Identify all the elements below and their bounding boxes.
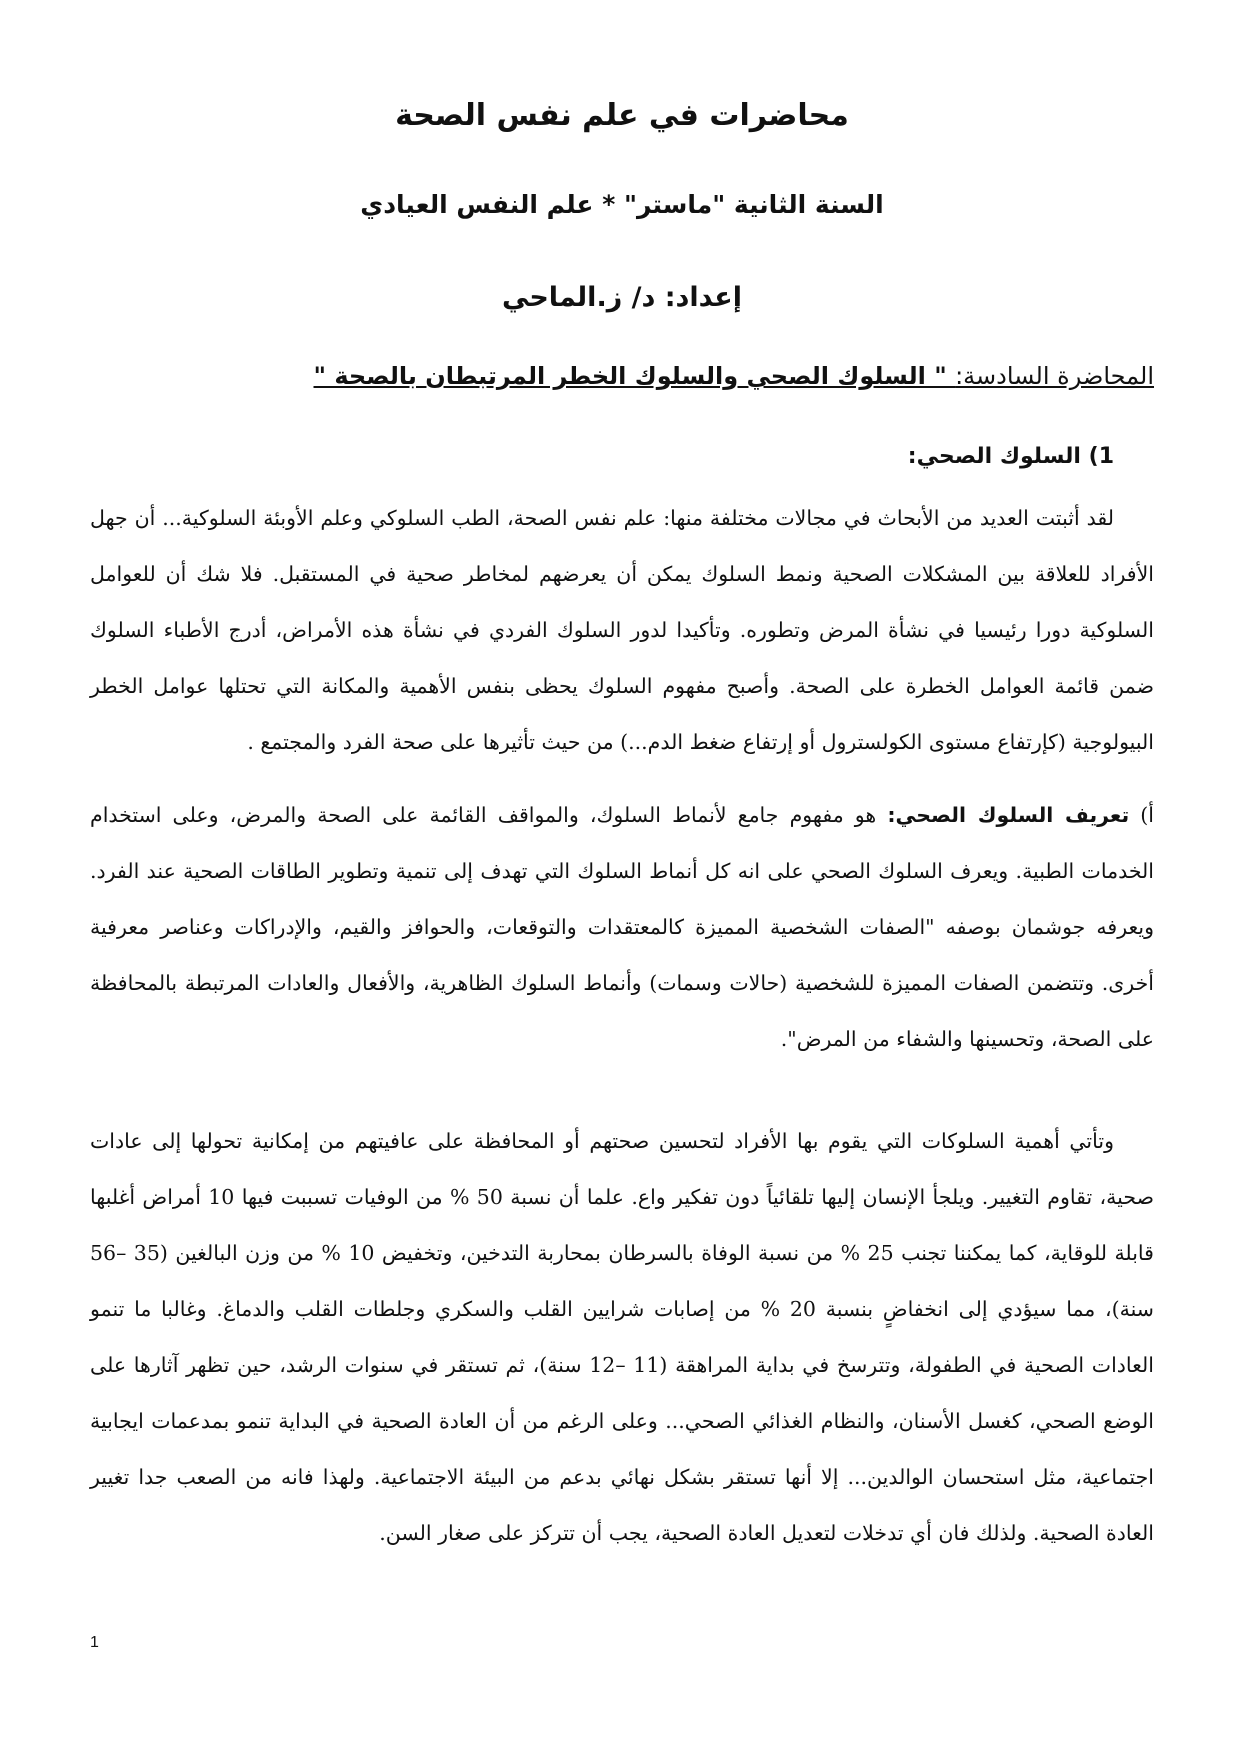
paragraph-3 — [90, 1113, 1154, 1561]
page-number: 1 — [90, 1634, 99, 1651]
paragraph-2 — [90, 787, 1154, 1067]
document-title: محاضرات في علم نفس الصحة — [395, 98, 849, 133]
document-author: إعداد: د/ ز.الماحي — [502, 282, 742, 313]
paragraph-2-prefix: أ) — [1129, 803, 1155, 827]
paragraph-1-text: لقد أثبتت العديد من الأبحاث في مجالات مختلفة منها: علم نفس الصحة، الطب السلوكي وعلم الأوبئة السلوكية... أن جهل الأفراد للعلاقة بين المشكلات الصحية ونمط السلوك يمكن أن يعرضهم لمخاطر صحية في المستقبل. فلا شك أن للعوامل السلوكية دورا رئيسيا في نشأة المرض وتطوره. وتأكيدا لدور السلوك الفردي في نشأة هذه الأمراض، أدرج الأطباء السلوك ضمن قائمة العوامل الخطرة على الصحة. وأصبح مفهوم السلوك يحظى بنفس الأهمية والمكانة التي تحتلها عوامل الخطر البيولوجية (كإرتفاع مستوى الكولسترول أو إرتفاع ضغط الدم...) من حيث تأثيرها على صحة الفرد والمجتمع . — [90, 506, 1154, 754]
paragraph-1 — [90, 490, 1154, 770]
section-1-heading: 1) السلوك الصحي: — [907, 444, 1114, 469]
definition-heading: تعريف السلوك الصحي: — [887, 803, 1130, 827]
paragraph-3-text: وتأتي أهمية السلوكات التي يقوم بها الأفراد لتحسين صحتهم أو المحافظة على عافيتهم من إمكانية تحولها إلى عادات صحية، تقاوم التغيير. ويلجأ الإنسان إليها تلقائياً دون تفكير واع. علما أن نسبة 50 % من الوفيات تسببت فيها 10 أمراض أغلبها قابلة للوقاية، كما يمكننا تجنب 25 % من نسبة الوفاة بالسرطان بمحاربة التدخين، وتخفيض 10 % من وزن البالغين (35 –56 سنة)، مما سيؤدي إلى انخفاضٍ بنسبة 20 % من إصابات شرايين القلب والسكري وجلطات القلب والدماغ. وغالبا ما تنمو العادات الصحية في الطفولة، وتترسخ في بداية المراهقة (11 –12 سنة)، ثم تستقر في سنوات الرشد، حين تظهر آثارها على الوضع الصحي، كغسل الأسنان، والنظام الغذائي الصحي... وعلى الرغم من أن العادة الصحية في البداية تنمو بمدعمات ايجابية اجتماعية، مثل استحسان الوالدين... إلا أنها تستقر بشكل نهائي بدعم من البيئة الاجتماعية. ولهذا فانه من الصعب جدا تغيير العادة الصحية. ولذلك فان أي تدخلات لتعديل العادة الصحية، يجب أن تتركز على صغار السن. — [90, 1129, 1154, 1545]
paragraph-2-text: هو مفهوم جامع لأنماط السلوك، والمواقف القائمة على الصحة والمرض، وعلى استخدام الخدمات الطبية. ويعرف السلوك الصحي على انه كل أنماط السلوك التي تهدف إلى تنمية وتطوير الطاقات الصحية عند الفرد. ويعرفه جوشمان بوصفه "الصفات الشخصية المميزة كالمعتقدات والتوقعات، والحوافز والقيم، والإدراكات وعناصر معرفية أخرى. وتتضمن الصفات المميزة للشخصية (حالات وسمات) وأنماط السلوك الظاهرية، والأفعال والعادات المرتبطة بالمحافظة على الصحة، وتحسينها والشفاء من المرض". — [90, 803, 1154, 1051]
document-subtitle: السنة الثانية "ماستر" * علم النفس العيادي — [360, 190, 884, 219]
lecture-label: المحاضرة السادسة: — [955, 362, 1154, 390]
lecture-name: " السلوك الصحي والسلوك الخطر المرتبطان بالصحة " — [313, 362, 956, 390]
lecture-heading — [314, 362, 1155, 390]
